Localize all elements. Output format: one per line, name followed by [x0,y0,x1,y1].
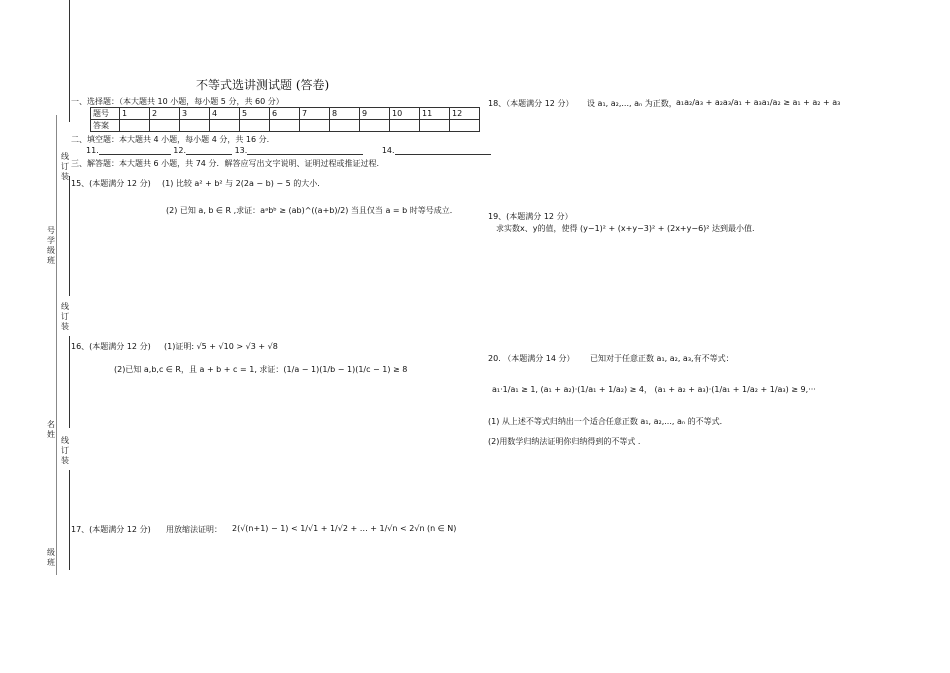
q15-part1: (1) 比较 a² + b² 与 2(2a − b) − 5 的大小． [162,179,326,188]
question-number: 2 [150,108,180,120]
question-number: 11 [420,108,450,120]
page-title: 不等式选讲测试题 (答卷) [196,78,330,92]
q18-label: 18、（本题满分 12 分） [488,99,574,108]
question-number-label: 题号 [91,108,120,120]
q20-part2: (2)用数学归纳法证明你归纳得到的不等式 . [488,437,641,446]
answer-cell[interactable] [420,120,450,132]
binding-mark-2: 线订装 [61,302,69,331]
q20-inequalities: a₁·1/a₁ ≥ 1, (a₁ + a₂)·(1/a₁ + 1/a₂) ≥ 4， (a₁ + a₂ + a₃)·(1/a₁ + 1/a₂ + 1/a₃) ≥ 9,··· [492,385,816,394]
question-number: 9 [360,108,390,120]
q16-part1-prefix: (1)证明: [164,342,195,351]
question-number: 6 [270,108,300,120]
answer-label: 答案 [91,120,120,132]
q20-intro: 已知对于任意正数 a₁, a₂, a₃,有不等式： [590,354,734,363]
blank-13[interactable] [247,146,363,155]
answer-cell[interactable] [360,120,390,132]
blank-label-12: 12. [173,146,187,155]
q20-part1: (1) 从上述不等式归纳出一个适合任意正数 a₁, a₂,..., aₙ 的不等式． [488,417,728,426]
table-row [91,120,480,132]
q18-math: a₁a₂/a₃ + a₂a₃/a₁ + a₃a₁/a₂ ≥ a₁ + a₂ + a₃ [676,98,841,107]
q16-label: 16、(本题满分 12 分) [71,342,151,351]
section1-header: 一、选择题：（本大题共 10 小题，每小题 5 分，共 60 分） [71,97,284,106]
question-number: 1 [120,108,150,120]
blank-11[interactable] [99,146,171,155]
binding-line-top2 [69,176,70,296]
q17-text: 用放缩法证明： [166,525,222,534]
answer-cell[interactable] [240,120,270,132]
answer-cell[interactable] [270,120,300,132]
q15-part2: (2) 已知 a, b ∈ R ,求证：aᵃbᵇ ≥ (ab)^((a+b)/2) 当且仅当 a = b 时等号成立． [166,206,458,215]
q20-label: 20. （本题满分 14 分） [488,354,575,363]
answer-cell[interactable] [150,120,180,132]
binding-line-top [69,0,70,122]
q16-part1-math: √5 + √10 > √3 + √8 [196,342,278,351]
q17-math: 2(√(n+1) − 1) < 1/√1 + 1/√2 + … + 1/√n < 2√n (n ∈ N) [232,524,457,533]
student-id-label: 号学级班 [47,226,55,265]
blank-14[interactable] [395,146,491,155]
answer-cell[interactable] [180,120,210,132]
q16-part1 [164,341,278,352]
binding-mark-3: 线订装 [61,436,69,465]
table-row [91,108,480,120]
binding-line-bottom [69,470,70,570]
answer-cell[interactable] [120,120,150,132]
question-number: 10 [390,108,420,120]
q15-label: 15、(本题满分 12 分) [71,179,151,188]
answer-cell[interactable] [390,120,420,132]
answer-cell[interactable] [330,120,360,132]
question-number: 8 [330,108,360,120]
class-label: 级班 [47,548,55,567]
blank-label-13: 13. [234,146,248,155]
q16-part2: (2)已知 a,b,c ∈ R，且 a + b + c = 1, 求证：(1/a − 1)(1/b − 1)(1/c − 1) ≥ 8 [114,365,408,374]
q18-text: 设 a₁, a₂,..., aₙ 为正数， [587,99,677,108]
binding-mark-1: 线订装 [61,152,69,181]
section2-header: 二、填空题：本大题共 4 小题，每小题 4 分，共 16 分. [71,135,270,144]
fill-blanks-row [86,146,491,155]
answer-cell[interactable] [300,120,330,132]
answer-cell[interactable] [210,120,240,132]
question-number: 4 [210,108,240,120]
question-number: 5 [240,108,270,120]
answer-table [90,107,480,132]
binding-line-mid [69,336,70,428]
name-label: 名姓 [47,420,55,439]
q19-label: 19、(本题满分 12 分） [488,212,573,221]
question-number: 7 [300,108,330,120]
q17-label: 17、(本题满分 12 分) [71,525,151,534]
answer-cell[interactable] [450,120,480,132]
blank-12[interactable] [186,146,232,155]
blank-label-11: 11. [86,146,99,155]
question-number: 12 [450,108,480,120]
question-number: 3 [180,108,210,120]
binding-line-left [56,115,57,575]
section3-header: 三、解答题：本大题共 6 小题，共 74 分．解答应写出文字说明、证明过程或推证过程. [71,159,379,168]
blank-label-14: 14. [381,146,395,155]
q19-text: 求实数x、y的值，使得 (y−1)² + (x+y−3)² + (2x+y−6)² 达到最小值. [496,224,755,233]
